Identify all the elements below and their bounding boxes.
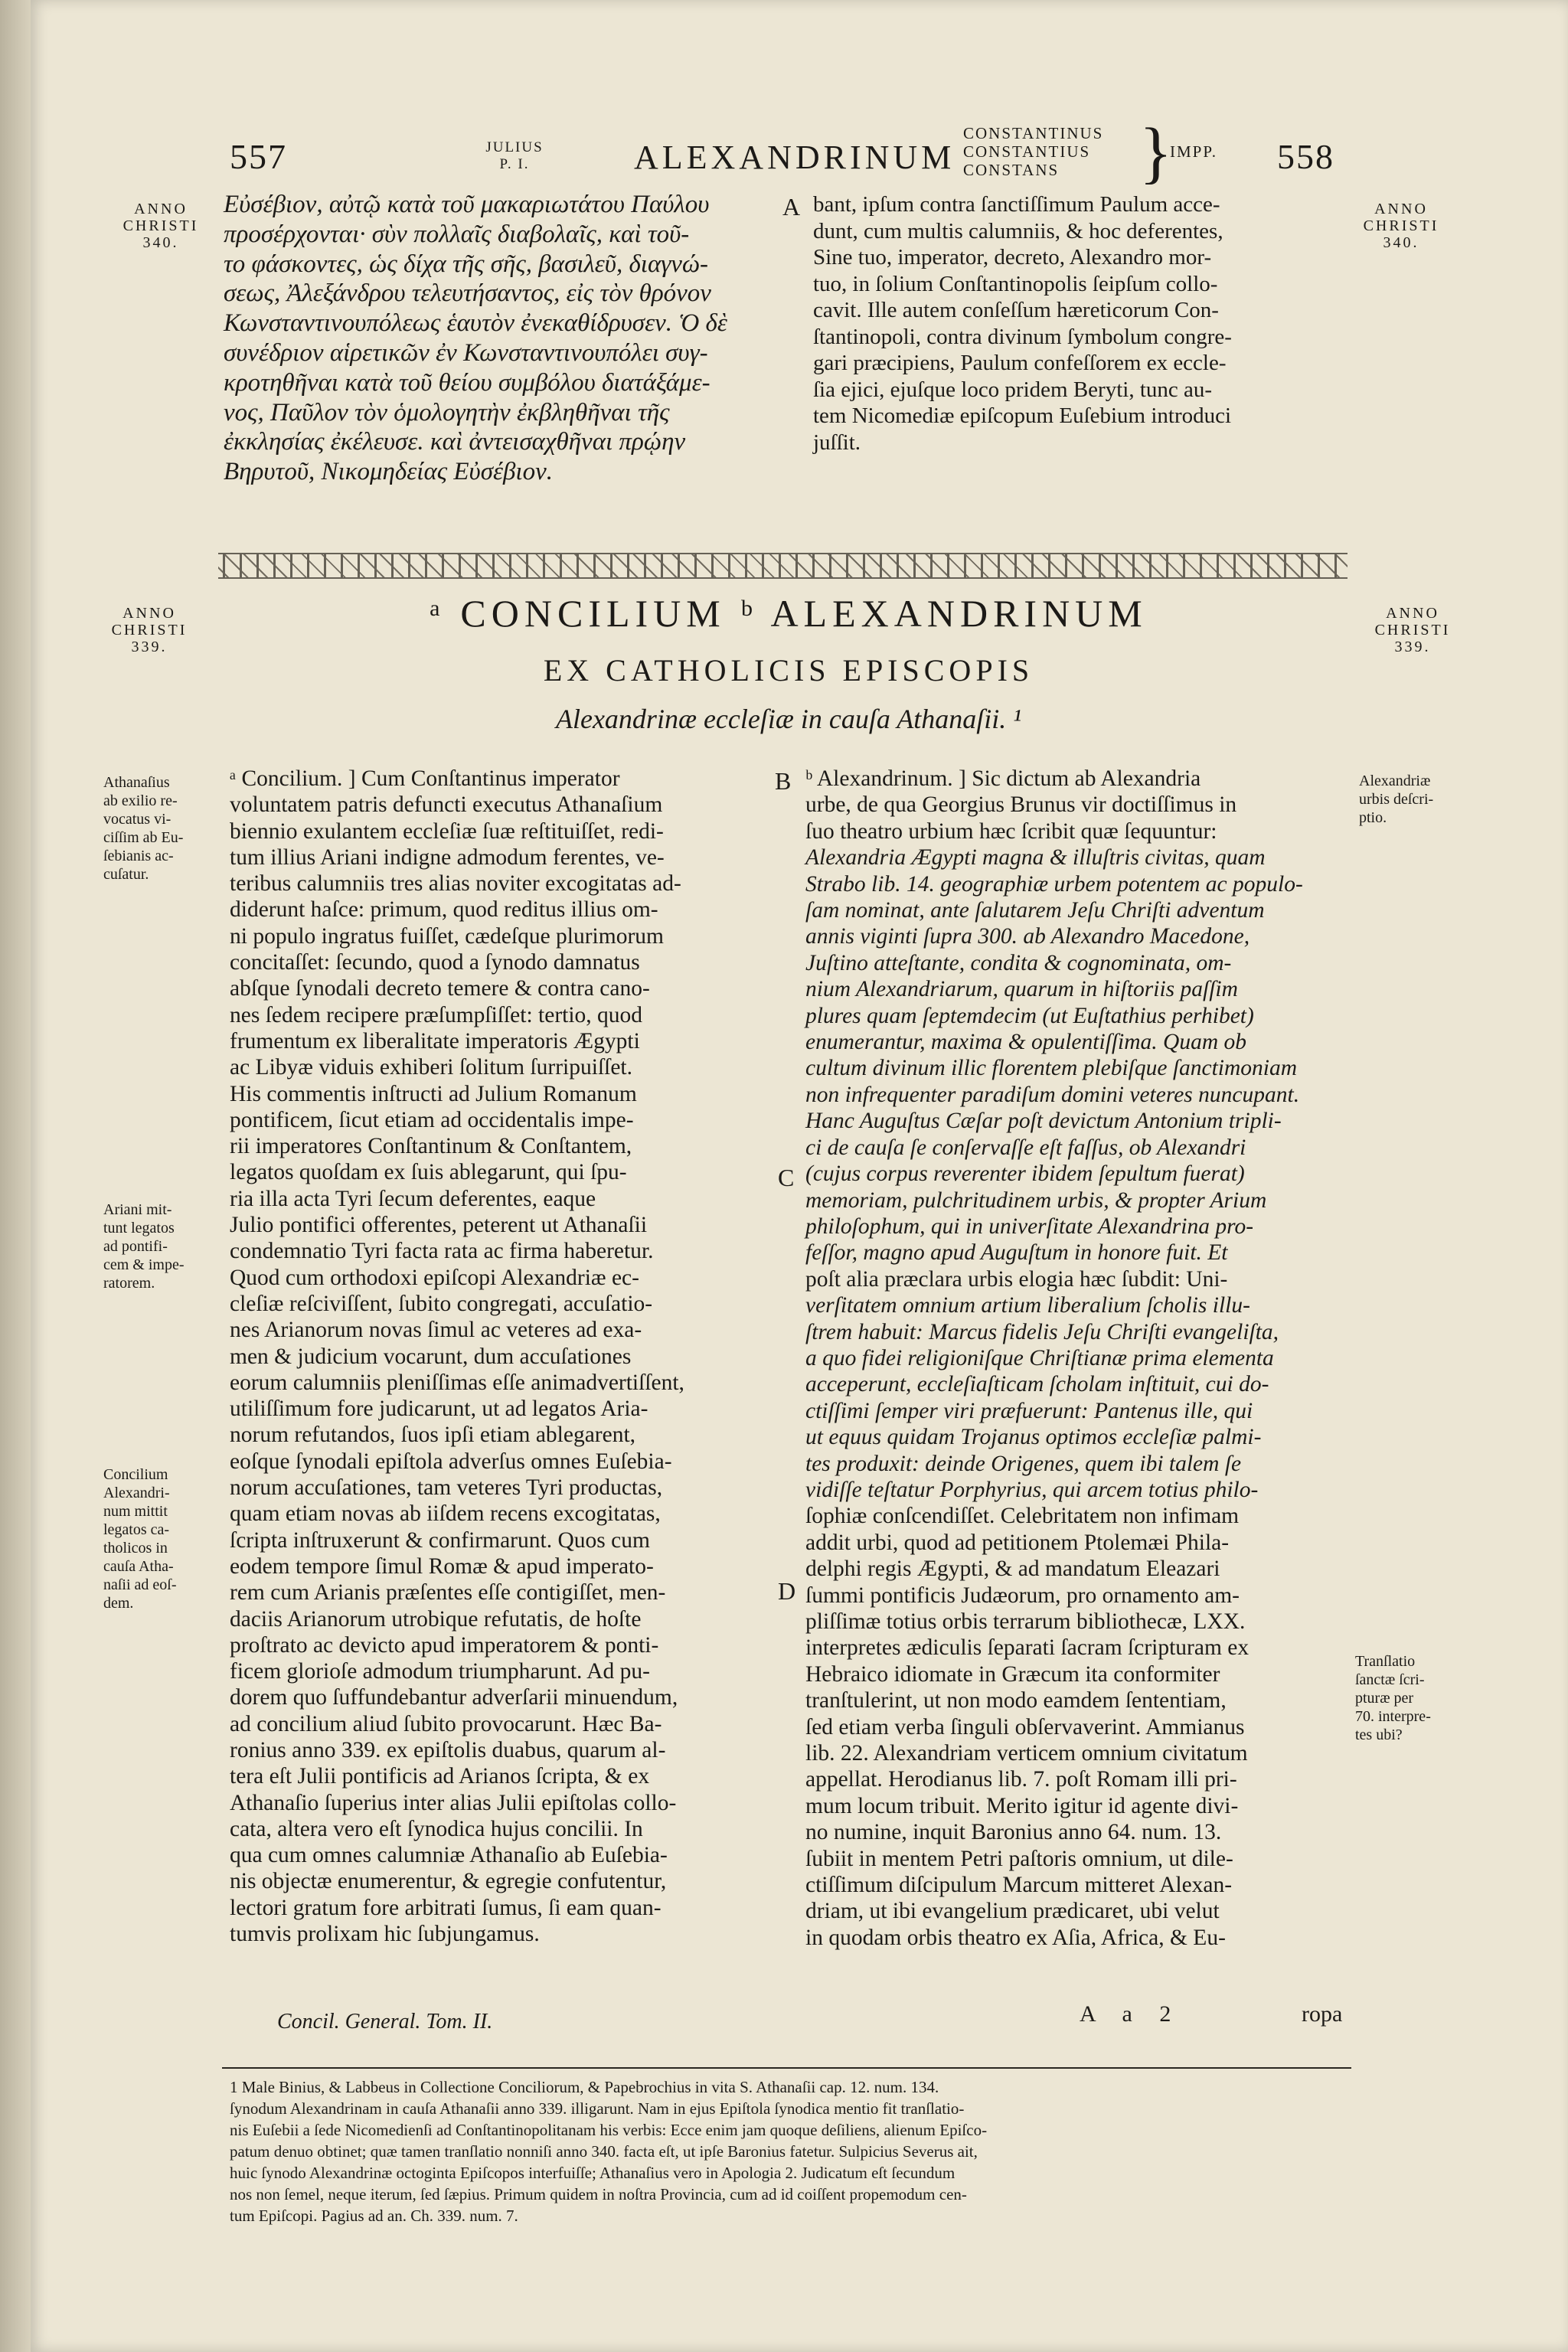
note-line: ad pontifi- [103, 1238, 168, 1255]
side-note-concilium [103, 1465, 226, 1612]
text-line: lectori gratum fore arbitrati ſumus, ſi eam quan- [230, 1895, 662, 1920]
text-line: eorum calumniis pleniſſimas eſſe animadvertiſſent, [230, 1370, 684, 1395]
text-line: frumentum ex liberalitate imperatoris Ægypti [230, 1028, 640, 1054]
note-line: num mittit [103, 1503, 168, 1520]
text-line: vidiſſe teſtatur Porphyrius, qui arcem totius philo- [805, 1477, 1259, 1502]
text-line: nis objectæ enumerentur, & egregie confutentur, [230, 1869, 667, 1894]
christi-label: CHRISTI [1374, 622, 1451, 639]
text-line: προσέρχονται· σὺν πολλαῖς διαβολαῖς, καὶ τοῦ- [224, 220, 690, 248]
text-line: nis Euſebii a ſede Nicomedienſi ad Conſtantinopolitanam his verbis: Ecce enim jam quoque deſiliens, alienum Epiſco- [230, 2121, 988, 2139]
text-line: κροτηθῆναι κατὰ τοῦ θείου συμβόλου διατάξάμε- [224, 368, 710, 397]
julius-label: JULIUS [485, 139, 544, 155]
text-line: utiliſſimum fore judicarunt, ut ad legatos Aria- [230, 1396, 648, 1422]
text-line: cultum divinum illic florentem plebiſque ſanctimoniam [805, 1056, 1298, 1081]
text-line: cata, altera vero eſt ſynodica hujus concilii. In [230, 1816, 643, 1841]
text-line: Alexandria Ægypti magna & illuſtris civitas, quam [805, 845, 1266, 871]
text-line: eodem tempore ſimul Romæ & apud imperato- [230, 1553, 654, 1579]
section-marker-a: A [782, 193, 801, 220]
text-line: ſia ejici, ejuſque loco pridem Beryti, tunc au- [813, 377, 1213, 402]
text-line: ᵃ Concilium. ] Cum Conſtantinus imperator [230, 766, 620, 791]
note-line: Alexandriæ [1359, 773, 1431, 789]
note-line: ptio. [1359, 809, 1387, 826]
volume-footer: Concil. General. Tom. II. [277, 2010, 493, 2034]
text-line: Strabo lib. 14. geographiæ urbem potentem ac populo- [805, 871, 1303, 897]
note-line: vocatus vi- [103, 811, 172, 828]
text-line: interpretes ædiculis ſeparati ſacram ſcripturam ex [805, 1635, 1250, 1661]
text-line: Quod cum orthodoxi epiſcopi Alexandriæ ec- [230, 1265, 639, 1290]
brace-glyph: } [1139, 115, 1173, 191]
note-line: Concilium [103, 1466, 168, 1483]
text-line: tes produxit: deinde Origenes, quem ibi talem ſe [805, 1451, 1242, 1476]
text-line: ctiſſimi ſemper viri præfuerunt: Pantenus ille, qui [805, 1398, 1253, 1423]
note-line: Athanaſius [103, 774, 170, 791]
text-line: addit urbi, quod ad petitionem Ptolemæi Phila- [805, 1530, 1230, 1555]
text-line: urbe, de qua Georgius Brunus vir doctiſſimus in [805, 792, 1237, 818]
text-line: verſitatem omnium artium liberalium ſcholis illu- [805, 1293, 1250, 1318]
text-line: ſtantinopoli, contra divinum ſymbolum congre- [813, 324, 1232, 349]
text-line: condemnatio Tyri facta rata ac firma haberetur. [230, 1239, 654, 1264]
note-line: ratorem. [103, 1275, 155, 1292]
text-line: rem cum Arianis præſentes eſſe contigiſſet, men- [230, 1580, 666, 1606]
text-line: proſtrato ac devicto apud imperatorem & ponti- [230, 1632, 659, 1658]
text-line: diderunt haſce: primum, quod reditus illius om- [230, 897, 658, 923]
right-text-column [805, 766, 1349, 1951]
text-line: acceperunt, eccleſiaſticam ſcholam inſtituit, cui do- [805, 1372, 1269, 1397]
text-line: ſed etiam verba ſinguli obſervaverint. Ammianus [805, 1714, 1245, 1740]
section-marker-b: B [775, 767, 792, 795]
page-number-left: 557 [230, 137, 287, 176]
note-line: naſii ad eoſ- [103, 1576, 177, 1593]
note-line: Alexandri- [103, 1485, 170, 1501]
ornamental-divider [218, 553, 1348, 579]
text-line: pontificem, ſicut etiam ad occidentalis impe- [230, 1107, 634, 1132]
text-line: ficem glorioſe admodum triumpharunt. Ad pu- [230, 1659, 650, 1684]
text-line: biennio exulantem eccleſiæ ſuæ reſtituiſſet, redi- [230, 818, 664, 844]
year-label: 340. [1383, 234, 1419, 251]
text-line: nium Alexandriarum, quarum in hiſtoriis paſſim [805, 977, 1238, 1002]
text-line: tem Nicomediæ epiſcopum Euſebium introduci [813, 403, 1232, 428]
text-line: ad concilium aliud ſubito provocarunt. Hæc Ba- [230, 1711, 662, 1736]
christi-label: CHRISTI [111, 622, 188, 639]
text-line: feſſor, magno apud Auguſtum in honore fuit. Et [805, 1240, 1228, 1266]
text-line: Athanaſio ſuperius inter alias Julii epiſtolas collo- [230, 1790, 677, 1815]
text-line: ſuo theatro urbium hæc ſcribit quæ ſequuntur: [805, 818, 1217, 844]
text-line: appellat. Herodianus lib. 7. poſt Romam illi pri- [805, 1767, 1237, 1792]
text-line: juſſit. [813, 430, 861, 455]
latin-top-column [813, 191, 1349, 456]
text-line: Εὐσέβιον, αὐτῷ κατὰ τοῦ μακαριωτάτου Παύλου [224, 191, 710, 218]
text-line: dunt, cum multis calumniis, & hoc deferentes, [813, 218, 1223, 243]
text-line: ſtrem habuit: Marcus fidelis Jeſu Chriſti evangeliſta, [805, 1319, 1279, 1344]
section-marker-c: C [778, 1164, 795, 1191]
text-line: nes Arianorum novas ſimul ac veteres ad exa- [230, 1318, 642, 1343]
page-number-right: 558 [1277, 137, 1334, 176]
text-line: eoſque ſynodali epiſtola adverſus omnes Euſebia- [230, 1449, 672, 1474]
text-line: dorem quo ſuffundebantur adverſarii minuendum, [230, 1685, 678, 1710]
text-line: tranſtulerint, ut non modo eamdem ſententiam, [805, 1688, 1227, 1713]
anno-label: ANNO [1374, 201, 1428, 217]
text-line: huic ſynodo Alexandrinæ octoginta Epiſcopos interfuiſſe; Athanaſius vero in Apologia 2. Judicatum eſt ſecundum [230, 2164, 956, 2182]
note-line: dem. [103, 1595, 134, 1612]
text-line: in quodam orbis theatro ex Aſia, Africa, & Eu- [805, 1925, 1226, 1950]
emperor-name: CONSTANS [963, 161, 1060, 179]
text-line: gari præcipiens, Paulum confeſſorem ex eccle- [813, 351, 1227, 375]
text-line: poſt alia præclara urbis elogia hæc ſubdit: Uni- [805, 1266, 1228, 1292]
text-line: rii imperatores Conſtantinum & Conſtantem, [230, 1134, 632, 1159]
text-line: νος, Παῦλον τὸν ὁμολογητὴν ἐκβληθῆναι τῆς [224, 398, 670, 426]
text-line: driam, ut ibi evangelium prædicaret, ubi velut [805, 1899, 1220, 1924]
emperor-name: CONSTANTIUS [963, 142, 1091, 161]
text-line: men & judicium vocarunt, dum accuſationes [230, 1344, 632, 1369]
concilium-subtitle: EX CATHOLICIS EPISCOPIS [543, 653, 1034, 688]
text-line: ac Libyæ viduis exhiberi ſolitum ſurripuiſſet. [230, 1055, 633, 1080]
text-line: voluntatem patris defuncti executus Athanaſium [230, 792, 663, 818]
text-line: ſubiit in mentem Petri paſtoris omnium, ut dile- [805, 1846, 1233, 1871]
text-line: philoſophum, qui in univerſitate Alexandrina pro- [805, 1214, 1254, 1239]
text-line: enumerantur, maxima & opulentiſſima. Quam ob [805, 1030, 1247, 1055]
text-line: (cujus corpus reverenter ibidem ſepultum fuerat) [805, 1161, 1245, 1187]
text-line: ſynodum Alexandrinam in cauſa Athanaſii anno 339. illigarunt. Nam in ejus Epiſtola ſynodica mentio fit tranſlatio- [230, 2099, 965, 2118]
note-line: cem & impe- [103, 1256, 185, 1273]
footnote-block [230, 2076, 1348, 2226]
note-line: legatos ca- [103, 1521, 170, 1538]
left-text-column [230, 766, 766, 1947]
note-line: Tranſlatio [1355, 1653, 1416, 1670]
text-line: norum refutandos, ſuos ipſi etiam ablegarent, [230, 1423, 636, 1448]
text-line: ctiſſimum diſcipulum Marcum mitteret Alexan- [805, 1873, 1233, 1898]
note-line: ciſſim ab Eu- [103, 829, 184, 846]
text-line: abſque ſynodali decreto temere & contra cano- [230, 976, 650, 1001]
text-line: quam etiam novas ab iiſdem recens excogitatas, [230, 1501, 661, 1527]
greek-text-column [224, 190, 775, 487]
christi-label: CHRISTI [122, 217, 199, 234]
side-note-translatio [1355, 1652, 1485, 1744]
text-line: legatos quoſdam ex ſuis ablegarunt, qui ſpu- [230, 1160, 627, 1185]
side-note-athanasius [103, 773, 226, 884]
christi-label: CHRISTI [1363, 217, 1439, 234]
text-line: ut equus quidam Trojanus optimos eccleſiæ palmi- [805, 1425, 1262, 1450]
note-line: cauſa Atha- [103, 1558, 174, 1575]
text-line: ſophiæ conſcendiſſet. Celebritatem non infimam [805, 1504, 1240, 1529]
text-line: ᵇ Alexandrinum. ] Sic dictum ab Alexandria [805, 766, 1201, 791]
section-marker-d: D [778, 1577, 796, 1605]
year-label: 340. [142, 234, 179, 251]
anno-christi-right-339 [1359, 605, 1466, 655]
anno-christi-left-top [115, 201, 207, 251]
text-line: Βηρυτοῦ, Νικομηδείας Εὐσέβιον. [224, 458, 553, 486]
text-line: concitaſſet: ſecundo, quod a ſynodo damnatus [230, 950, 640, 975]
concilium-title: ᵃ CONCILIUM ᵇ ALEXANDRINUM [430, 592, 1148, 635]
text-line: tuo, in ſolium Conſtantinopolis ſeipſum collo- [813, 271, 1218, 296]
anno-christi-right-top [1355, 201, 1447, 251]
note-line: urbis deſcri- [1359, 791, 1434, 808]
emperor-name: CONSTANTINUS [963, 124, 1104, 142]
text-line: ſcripta inſtruxerunt & confirmarunt. Quos cum [230, 1527, 650, 1553]
anno-label: ANNO [122, 605, 176, 622]
text-line: συνέδριον αἱρετικῶν ἐν Κωνσταντινουπόλει συγ- [224, 338, 708, 367]
note-line: cuſatur. [103, 866, 149, 883]
text-line: ſam nominat, ante ſalutarem Jeſu Chriſti adventum [805, 898, 1265, 923]
anno-label: ANNO [1386, 605, 1439, 622]
text-line: ἐκκλησίας ἐκέλευσε. καὶ ἀντεισαχθῆναι πρῴην [224, 428, 686, 456]
header-julius [469, 139, 560, 173]
catchword: ropa [1302, 2001, 1343, 2027]
text-line: His commentis inſtructi ad Julium Romanum [230, 1081, 637, 1106]
text-line: Juſtino atteſtante, condita & cognominata, om- [805, 950, 1232, 975]
text-line: nes ſedem recipere præſumpſiſſet: tertio, quod [230, 1002, 643, 1027]
text-line: σεως, Ἀλεξάνδρου τελευτήσαντος, εἰς τὸν θρόνον [224, 279, 711, 308]
footnote-rule [222, 2067, 1351, 2069]
side-note-alexandria [1359, 772, 1481, 827]
text-line: cavit. Ille autem conſeſſum hæreticorum Con- [813, 298, 1219, 322]
text-line: non infrequenter paradiſum domini veteres nuncupant. [805, 1082, 1300, 1107]
text-line: bant, ipſum contra ſanctiſſimum Paulum acce- [813, 192, 1220, 217]
running-title: ALEXANDRINUM [634, 139, 956, 176]
text-line: a quo fidei religioniſque Chriſtianæ prima elementa [805, 1345, 1274, 1370]
text-line: ria illa acta Tyri ſecum deferentes, eaque [230, 1186, 596, 1211]
concilium-subtitle-2: Alexandrinæ eccleſiæ in cauſa Athanaſii. ¹ [555, 704, 1022, 734]
impp-label: IMPP. [1170, 142, 1217, 161]
text-line: daciis Arianorum utrobique refutatis, de hoſte [230, 1606, 642, 1632]
text-line: Hebraico idiomate in Græcum ita conformiter [805, 1661, 1220, 1687]
text-line: ſummi pontificis Judæorum, pro ornamento am- [805, 1583, 1240, 1608]
text-line: Κωνσταντινουπόλεως ἑαυτὸν ἐνεκαθίδρυσεν. Ὁ δὲ [224, 309, 727, 338]
text-line: tum Epiſcopi. Pagius ad an. Ch. 339. num. 7. [230, 2207, 518, 2225]
emperors-list [963, 124, 1103, 179]
text-line: ci de cauſa ſe conſervaſſe eſt faſſus, ob Alexandri [805, 1135, 1246, 1160]
anno-christi-left-339 [96, 605, 203, 655]
text-line: lib. 22. Alexandriam verticem omnium civitatum [805, 1741, 1248, 1766]
text-line: Hanc Auguſtus Cæſar poſt devictum Antonium tripli- [805, 1109, 1282, 1134]
note-line: tunt legatos [103, 1220, 175, 1236]
text-line: Sine tuo, imperator, decreto, Alexandro mor- [813, 245, 1212, 270]
text-line: ni populo ingratus fuiſſet, cædeſque plurimorum [230, 923, 664, 949]
year-label: 339. [131, 639, 168, 655]
text-line: το φάσκοντες, ὡς δίχα τῆς σῆς, βασιλεῦ, διαγνώ- [224, 250, 708, 278]
text-line: Julio pontifici offerentes, peterent ut Athanaſii [230, 1213, 648, 1238]
julius-sub-label: P. I. [499, 156, 530, 172]
note-line: tes ubi? [1355, 1726, 1403, 1743]
text-line: tera eſt Julii pontificis ad Arianos ſcripta, & ex [230, 1764, 650, 1789]
text-line: delphi regis Ægypti, & ad mandatum Eleazari [805, 1557, 1220, 1582]
text-line: memoriam, pulchritudinem urbis, & propter Arium [805, 1187, 1267, 1213]
note-line: tholicos in [103, 1540, 168, 1557]
note-line: ſanctæ ſcri- [1355, 1671, 1425, 1688]
text-line: ronius anno 339. ex epiſtolis duabus, quarum al- [230, 1737, 666, 1762]
text-line: pliſſimæ totius orbis terrarum bibliothecæ, LXX. [805, 1609, 1246, 1634]
text-line: norum accuſationes, tam veteres Tyri productas, [230, 1475, 663, 1501]
text-line: 1 Male Binius, & Labbeus in Collectione Conciliorum, & Papebrochius in vita S. Athanaſii cap. 12. num. 134. [230, 2078, 939, 2096]
note-line: Ariani mit- [103, 1201, 172, 1218]
note-line: ſebianis ac- [103, 848, 174, 864]
text-line: no numine, inquit Baronius anno 64. num. 13. [805, 1820, 1222, 1845]
note-line: 70. interpre- [1355, 1708, 1431, 1725]
text-line: cleſiæ reſciviſſent, ſubito congregati, accuſatio- [230, 1291, 653, 1316]
anno-label: ANNO [134, 201, 188, 217]
text-line: tum illius Ariani indigne admodum ferentes, ve- [230, 844, 665, 870]
book-gutter [0, 0, 31, 2352]
text-line: patum denuo obtinet; quæ tamen tranſlatio nonniſi anno 340. facta eſt, ut ipſe Baronius fatetur. Sulpicius Severus ait, [230, 2142, 978, 2161]
text-line: tumvis prolixam hic ſubjungamus. [230, 1922, 540, 1947]
text-line: qua cum omnes calumniæ Athanaſio ab Euſebia- [230, 1843, 668, 1868]
text-line: mum locum tribuit. Merito igitur id agente divi- [805, 1793, 1239, 1818]
year-label: 339. [1394, 639, 1431, 655]
text-line: plures quam ſeptemdecim (ut Euſtathius perhibet) [805, 1003, 1254, 1028]
side-note-ariani [103, 1200, 226, 1292]
text-line: annis viginti ſupra 300. ab Alexandro Macedone, [805, 924, 1250, 949]
text-line: teribus calumniis tres alias noviter excogitatas ad- [230, 871, 681, 897]
text-line: nos non ſemel, neque iterum, ſed ſæpius. Primum quidem in noſtra Provincia, cum ad id coiſſent propemodum cen- [230, 2185, 967, 2203]
note-line: pturæ per [1355, 1690, 1414, 1707]
signature-mark: A a 2 [1080, 2001, 1182, 2027]
note-line: ab exilio re- [103, 792, 178, 809]
